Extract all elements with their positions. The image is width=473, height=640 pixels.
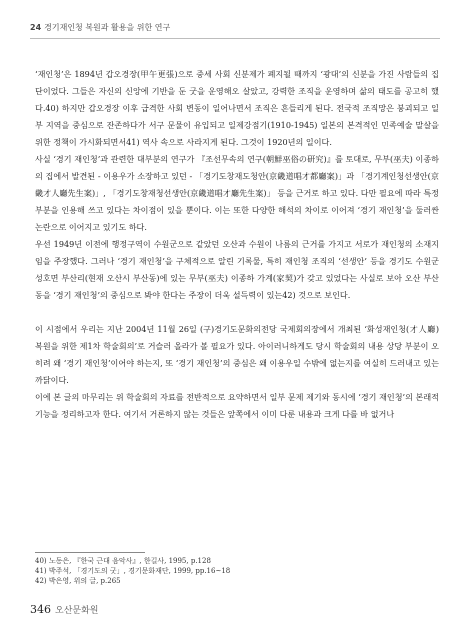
footnote-40: 40) 노동은, 『한국 근대 음악사』, 한길사, 1995, p.128 xyxy=(35,557,211,565)
paragraph-4: 이 시점에서 우리는 지난 2004년 11월 26일 (구)경기도문화의전당 국제회의장에서 개최된 ‘화성재인청(才人廳) 복원을 위한 제1차 학술회의’로 거슬러 올라가 볼 필요가 있다. 아이러니하게도 당시 학술회의 내용 상당 부분이 오히려 왜 ‘경기 재인청’이어야 하는지, 또 ‘경기 재인청’의 중심은 왜 이용우일 수밖에 없는지를 여실히 드러내고 있는 까닭이다. xyxy=(35,324,439,385)
footnote-41: 41) 박주석, 「경기도의 굿」, 경기문화재단, 1999, pp.16~18 xyxy=(35,567,231,575)
header-title: 경기재인청 복원과 활용을 위한 연구 xyxy=(44,23,171,32)
paragraph-3: 우선 1949년 이전에 행정구역이 수원군으로 같았던 오산과 수원이 나름의 근거를 가지고 서로가 재인청의 소재지임을 주장했다. 그러나 ‘경기 재인청’을 구체적으로 알린 기록물, 특히 재인청 조직의 ‘선생안’ 등을 경기도 수원군 성호면 부산리(현재 오산시 부산동)에 있는 무부(巫夫) 이종하 가계(家契)가 갖고 있었다는 사실로 보아 오산 부산동을 ‘경기 재인청’의 중심으로 봐야 한다는 주장이 더욱 설득력이 있는42) 것으로 보인다. xyxy=(35,239,439,300)
page-number: 346 xyxy=(30,603,51,616)
paragraph-1: ‘재인청’은 1894년 갑오경장(甲午更張)으로 중세 사회 신분제가 폐지될 때까지 ‘광대’의 신분을 가진 사람들의 집단이었다. 그들은 자신의 신앙에 기반을 둔 굿을 운영해오 살았고, 강력한 조직을 운영하며 삶의 태도를 공고히 했다.40) 하지만 갑오경장 이후 급격한 사회 변동이 일어나면서 조직은 흔들리게 된다. 전국적 조직망은 붕괴되고 일부 지역을 중심으로 잔존하다가 서구 문물이 유입되고 일제강점기(1910-1945) 일본의 본격적인 민족예술 말살을 위한 정책이 가시화되면서41) 역사 속으로 사라지게 된다. 그것이 1920년의 일이다. xyxy=(35,69,439,147)
footnote-divider xyxy=(35,552,145,553)
footnotes xyxy=(35,556,439,586)
paragraph-2: 사실 ‘경기 재인청’과 관련한 대부분의 연구가 『조선무속의 연구(朝鮮巫俗の研究)』를 토대로, 무부(巫夫) 이종하의 집에서 발견된 - 이용우가 소장하고 있던 - 「경기도창재도청안(京畿道唱才都廳案)」과 「경기계인청선생안(京畿才人廳先生案)」, 「경기도창재청선생안(京畿道唱才廳先生案)」 등을 근거로 하고 있다. 다만 필요에 따라 특정 부분을 인용해 쓰고 있다는 차이점이 있을 뿐이다. 이는 또한 다양한 해석의 차이로 이어져 ‘경기 재인청’을 둘러싼 논란으로 이어지고 있기도 하다. xyxy=(35,154,439,232)
paragraph-5: 이에 본 글의 마무리는 위 학술회의 자료를 전반적으로 요약하면서 일부 문제 제기와 동시에 ‘경기 재인청’의 본래적 기능을 정리하고자 한다. 여기서 거론하지 않는 것들은 앞쪽에서 이미 다룬 내용과 크게 다를 바 없거나 xyxy=(35,392,439,419)
header-page-number: 24 xyxy=(30,23,42,32)
running-header xyxy=(30,22,440,39)
page-footer xyxy=(30,603,98,616)
journal-name: 오산문화원 xyxy=(55,606,99,616)
footnote-42: 42) 박은영, 위의 글, p.265 xyxy=(35,577,121,585)
body-text xyxy=(35,66,439,423)
